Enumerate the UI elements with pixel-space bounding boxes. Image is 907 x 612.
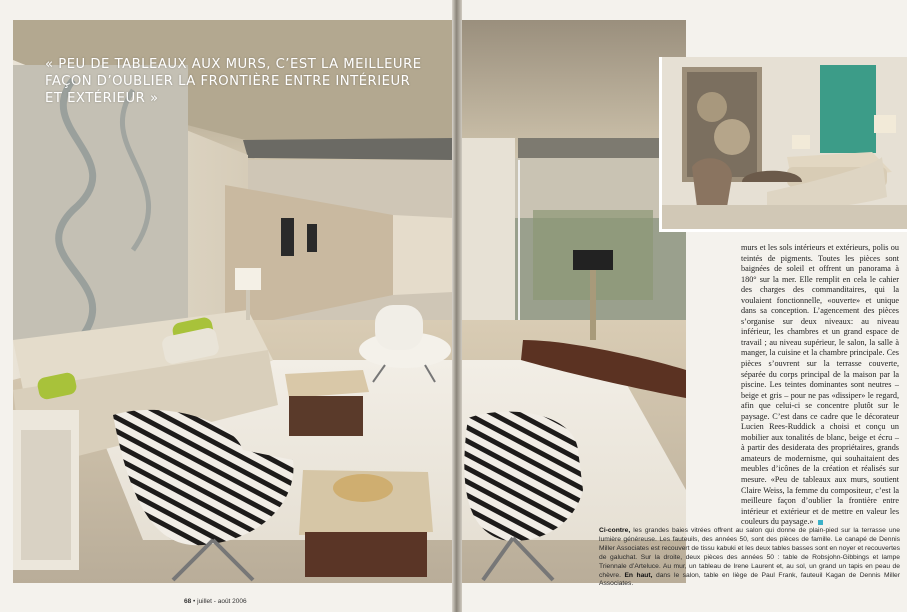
- page-number: 68: [184, 598, 192, 605]
- caption-lead-2: En haut,: [624, 571, 653, 579]
- issue-date: • juillet - août 2006: [191, 598, 247, 605]
- caption-lead-1: Ci-contre,: [599, 527, 631, 534]
- article-body-text: [741, 243, 899, 528]
- page-folio: [184, 598, 247, 605]
- photo-caption: [599, 527, 900, 589]
- living-room-photo: [13, 20, 686, 583]
- article-paragraph: murs et les sols intérieurs et extérieurs, polis ou teintés de pigments. Toutes les pièces sont baignées de soleil et offrent un panorama à 180° sur la mer. Elle remplit en cela le cahier des charges des commanditaires, qui la voulaient fonctionnelle, «ouverte» et unique dans sa conception. L’agencement des pièces s’organise sur deux niveaux: au niveau inférieur, les chambres et un grand espace de travail ; au niveau supérieur, le salon, la salle à manger, la cuisine et la chambre principale. Ces pièces s’ouvrent sur la terrasse couverte, séparée du corps principal de la maison par la piscine. Les teintes dominantes sont neutres – beige et gris – pour ne pas «dissiper» le regard, afin que celui-ci se concentre plutôt sur le paysage. C’est dans ce cadre que le décorateur Lucien Rees-Ruddick a choisi et conçu un mobilier aux tonalités de blanc, beige et écru – à partir des desiderata des propriétaires, grands amateurs de modernisme, qui souhaitaient des meubles d’icônes de la création et réalisés sur mesure. «Peu de tableaux aux murs, soutient Claire Weiss, la femme du compositeur, c’est la meilleure façon d’oublier la frontière entre intérieur et extérieur et de mettre en valeur les couleurs du paysage.»: [741, 243, 899, 527]
- pull-quote: « PEU DE TABLEAUX AUX MURS, C’EST LA MEILLEURE FAÇON D’OUBLIER LA FRONTIÈRE ENTRE INTÉRIEUR ET EXTÉRIEUR »: [45, 57, 422, 106]
- inset-photo-salon: [659, 57, 907, 232]
- article-end-marker: [818, 520, 823, 525]
- inset-green-painting: [820, 65, 876, 153]
- inset-salon-illustration: [662, 57, 907, 232]
- caption-text-2: dans le salon, table en liège de Paul Frank, fauteuil Kagan de Dennis Miller Associates.: [599, 571, 900, 588]
- caption-text-1: les grandes baies vitrées offrent au salon qui donne de plain-pied sur la terrasse une lumière généreuse. Les fauteuils, des années 50, sont des pièces de famille. Le canapé de Dennis Miller Associates est recouvert de tissu kabuki et les deux tables basses sont en noyer et recouvertes de galuchat. Sur la droite, deux pièces des années 50 : table de Robsjohn-Gibbings et lampe Triennale d’Arteluce. Au mur, un tableau de Irene Laurent et, au sol, un grand un tapis en peau de chèvre.: [599, 527, 900, 579]
- page-gutter: [452, 0, 462, 612]
